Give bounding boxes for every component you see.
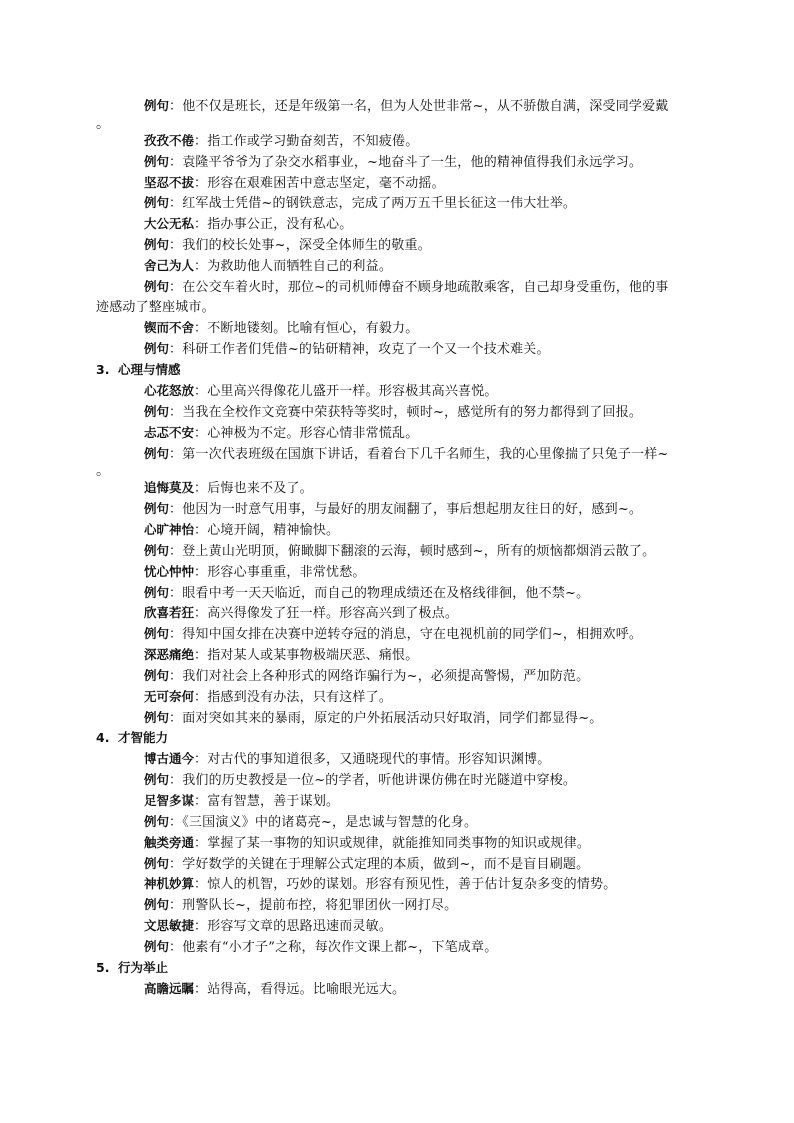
section-heading	[96, 728, 700, 749]
example-sentence	[96, 96, 700, 117]
line-text: ：我们的历史教授是一位~的学者，听他讲课仿佛在时光隧道中穿梭。	[169, 773, 577, 789]
line-text: ：袁隆平爷爷为了杂交水稻事业，~地奋斗了一生，他的精神值得我们永远学习。	[169, 154, 643, 170]
example-sentence	[96, 499, 700, 520]
idiom-definition	[96, 687, 700, 708]
line-text: ：为救助他人而牺牲自己的利益。	[194, 258, 393, 274]
section-number: 3.	[96, 362, 110, 378]
idiom-definition	[96, 173, 700, 194]
section-title: 才智能力	[118, 730, 169, 746]
example-label: 例句	[144, 341, 170, 357]
line-text: ：他因为一时意气用事，与最好的朋友闹翻了，事后想起朋友往日的好，感到~。	[169, 502, 643, 518]
line-text: ：指办事公正，没有私心。	[194, 217, 353, 233]
idiom-term: 神机妙算	[144, 876, 195, 892]
section-heading	[96, 958, 700, 979]
idiom-term: 锲而不舍	[144, 320, 195, 336]
idiom-definition	[96, 318, 700, 339]
idiom-definition	[96, 916, 700, 937]
example-label: 例句	[144, 98, 170, 113]
idiom-term: 触类旁通	[144, 834, 195, 850]
line-text: ：形容心事重重，非常忧愁。	[194, 564, 366, 580]
example-sentence	[96, 583, 700, 604]
example-label: 例句	[144, 153, 170, 169]
line-text: ：他不仅是班长，还是年级第一名，但为人处世非常~，从不骄傲自满，深受同学爱戴	[169, 99, 669, 114]
section-title: 心理与情感	[118, 362, 181, 378]
line-text: ：第一次代表班级在国旗下讲话，看着台下几千名师生，我的心里像揣了只兔子一样~	[169, 446, 669, 462]
line-text: ：在公交车着火时，那位~的司机师傅奋不顾身地疏散乘客，自己却身受重伤，他的事	[169, 279, 669, 295]
example-label: 例句	[144, 938, 170, 954]
example-label: 例句	[144, 897, 170, 913]
idiom-term: 高瞻远瞩	[144, 980, 195, 996]
idiom-definition	[96, 645, 700, 666]
idiom-term: 忐忑不安	[144, 424, 195, 440]
example-sentence	[96, 193, 700, 214]
idiom-definition	[96, 979, 700, 1000]
line-text: ：心里高兴得像花儿盛开一样。形容极其高兴喜悦。	[194, 383, 498, 399]
example-label: 例句	[144, 403, 170, 419]
line-text: ：掌握了某一事物的知识或规律，就能推知同类事物的知识或规律。	[194, 835, 591, 851]
example-label: 例句	[144, 772, 170, 788]
example-sentence	[96, 812, 700, 833]
example-sentence	[96, 339, 700, 360]
example-label: 例句	[144, 667, 170, 683]
trailing-period: 。	[96, 116, 110, 131]
line-text: ：心境开阔，精神愉快。	[194, 523, 340, 539]
idiom-definition	[96, 791, 700, 812]
example-label: 例句	[144, 501, 170, 517]
idiom-term: 深恶痛绝	[144, 647, 195, 663]
example-label: 例句	[144, 584, 170, 600]
line-text: ：他素有“小才子”之称，每次作文课上都~，下笔成章。	[169, 939, 498, 955]
example-label: 例句	[144, 195, 170, 211]
example-sentence	[96, 152, 700, 173]
example-sentence	[96, 895, 700, 916]
line-text: ：我们对社会上各种形式的网络诈骗行为~，必须提高警惕，严加防范。	[169, 668, 590, 684]
example-label: 例句	[144, 542, 170, 558]
idiom-definition	[96, 256, 700, 277]
idiom-term: 无可奈何	[144, 688, 195, 704]
line-text: ：眼看中考一天天临近，而自己的物理成绩还在及格线徘徊，他不禁~。	[169, 585, 590, 601]
line-text: ：指对某人或某事物极端厌恶、痛恨。	[194, 648, 419, 664]
example-sentence	[96, 708, 700, 729]
example-sentence	[96, 402, 700, 423]
example-sentence	[96, 770, 700, 791]
idiom-definition	[96, 562, 700, 583]
idiom-term: 追悔莫及	[144, 480, 195, 496]
line-text: ：《三国演义》中的诸葛亮~，是忠诚与智慧的化身。	[169, 814, 478, 830]
idiom-term: 心花怒放	[144, 382, 195, 398]
line-text: ：指感到没有办法，只有这样了。	[194, 689, 393, 705]
idiom-definition	[96, 749, 700, 770]
example-sentence	[96, 235, 700, 256]
line-text: ：学好数学的关键在于理解公式定理的本质，做到~，而不是盲目刷题。	[169, 856, 590, 872]
example-label: 例句	[144, 813, 170, 829]
line-text: ：高兴得像发了狂一样。形容高兴到了极点。	[194, 606, 459, 622]
line-text: ：形容在艰难困苦中意志坚定，毫不动摇。	[194, 175, 445, 191]
example-label: 例句	[144, 445, 170, 461]
example-label: 例句	[144, 626, 170, 642]
example-label: 例句	[144, 855, 170, 871]
example-sentence	[96, 624, 700, 645]
example-sentence	[96, 444, 700, 465]
idiom-definition	[96, 131, 700, 152]
line-text: ：对古代的事知道很多，又通晓现代的事情。形容知识渊博。	[194, 752, 551, 768]
idiom-definition	[96, 520, 700, 541]
idiom-definition	[96, 874, 700, 895]
idiom-term: 坚忍不拔	[144, 174, 195, 190]
line-text: ：红军战士凭借~的钢铁意志，完成了两万五千里长征这一伟大壮举。	[169, 196, 577, 212]
line-text: ：形容写文章的思路迅速而灵敏。	[194, 919, 393, 935]
section-number: 5.	[96, 959, 110, 975]
idiom-definition	[96, 603, 700, 624]
idiom-term: 大公无私	[144, 216, 195, 232]
example-label: 例句	[144, 709, 170, 725]
line-text: ：科研工作者们凭借~的钻研精神，攻克了一个又一个技术难关。	[169, 342, 550, 358]
line-text: ：刑警队长~，提前布控，将犯罪团伙一网打尽。	[169, 898, 458, 914]
idiom-definition	[96, 214, 700, 235]
idiom-list	[96, 96, 700, 999]
idiom-definition	[96, 478, 700, 499]
idiom-definition	[96, 381, 700, 402]
line-text: ：当我在全校作文竞赛中荣获特等奖时，顿时~，感觉所有的努力都得到了回报。	[169, 404, 643, 420]
idiom-term: 欣喜若狂	[144, 605, 195, 621]
idiom-definition	[96, 423, 700, 444]
line-text: ：富有智慧，善于谋划。	[194, 794, 340, 809]
example-sentence	[96, 937, 700, 958]
section-title: 行为举止	[118, 959, 169, 975]
line-text: ：登上黄山光明顶，俯瞰脚下翻滚的云海，顿时感到~，所有的烦恼都烟消云散了。	[169, 543, 656, 559]
idiom-term: 心旷神怡	[144, 522, 195, 538]
idiom-term: 文思敏捷	[144, 918, 195, 934]
line-text: ：得知中国女排在决赛中逆转夺冠的消息，守在电视机前的同学们~，相拥欢呼。	[169, 627, 643, 643]
idiom-term: 足智多谋	[144, 793, 195, 808]
line-text: ：不断地镂刻。比喻有恒心，有毅力。	[194, 321, 419, 337]
line-text: ：面对突如其来的暴雨，原定的户外拓展活动只好取消，同学们都显得~。	[169, 710, 603, 726]
idiom-term: 忧心忡忡	[144, 563, 195, 579]
line-text: ：站得高，看得远。比喻眼光远大。	[194, 981, 406, 997]
idiom-term: 孜孜不倦	[144, 132, 195, 148]
continued-text: 迹感动了整座城市。	[96, 299, 215, 315]
line-text: ：我们的校长处事~，深受全体师生的敬重。	[169, 238, 431, 254]
example-label: 例句	[144, 237, 170, 253]
example-sentence	[96, 541, 700, 562]
line-text: ：惊人的机智，巧妙的谋划。形容有预见性，善于估计复杂多变的情势。	[194, 877, 617, 893]
section-heading	[96, 360, 700, 381]
trailing-period: 。	[96, 464, 110, 479]
idiom-term: 博古通今	[144, 751, 195, 767]
section-number: 4.	[96, 730, 110, 746]
example-label: 例句	[144, 278, 170, 294]
idiom-term: 舍己为人	[144, 257, 195, 273]
example-sentence	[96, 854, 700, 875]
example-sentence	[96, 666, 700, 687]
line-text: ：后悔也来不及了。	[194, 481, 313, 497]
line-text: ：心神极为不定。形容心情非常慌乱。	[194, 425, 419, 441]
line-text: ：指工作或学习勤奋刻苦，不知疲倦。	[194, 133, 419, 149]
example-sentence	[96, 277, 700, 298]
idiom-definition	[96, 833, 700, 854]
